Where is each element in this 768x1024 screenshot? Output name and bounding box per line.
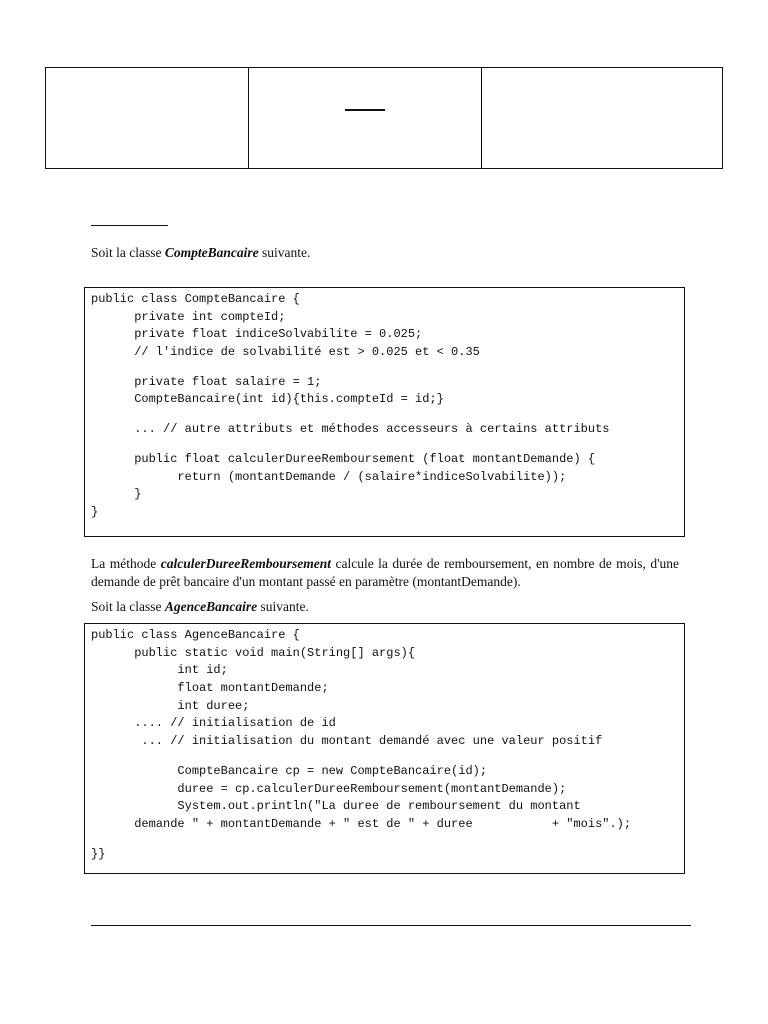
code-line: float montantDemande; bbox=[91, 681, 329, 696]
code-line-blank bbox=[91, 409, 678, 421]
code-line: } bbox=[91, 504, 99, 519]
intro-compte-paragraph bbox=[91, 244, 310, 262]
intro-compte-prefix: Soit la classe bbox=[91, 245, 165, 260]
code-line: // l'indice de solvabilité est > 0.025 et < 0.35 bbox=[91, 345, 480, 360]
header-table bbox=[45, 67, 723, 169]
code-line-blank bbox=[91, 362, 678, 374]
intro-agence-prefix: Soit la classe bbox=[91, 599, 165, 614]
description-prefix: La méthode bbox=[91, 556, 161, 571]
code-line: private float salaire = 1; bbox=[91, 374, 322, 389]
code-line: .... // initialisation de id bbox=[91, 716, 336, 731]
code-line: public class AgenceBancaire { bbox=[91, 628, 300, 642]
code-line: CompteBancaire cp = new CompteBancaire(id); bbox=[91, 763, 488, 778]
code-line: } bbox=[91, 487, 142, 502]
intro-compte-suffix: suivante. bbox=[258, 245, 311, 260]
code-line-blank bbox=[91, 439, 678, 451]
code-line: int id; bbox=[91, 663, 228, 678]
code-line: public class CompteBancaire { bbox=[91, 292, 300, 306]
method-description-paragraph bbox=[91, 555, 679, 591]
code-line: ... // autre attributs et méthodes accesseurs à certains attributs bbox=[91, 422, 610, 437]
code-line: ... // initialisation du montant demandé avec une valeur positif bbox=[91, 734, 603, 749]
class-name-agence: AgenceBancaire bbox=[164, 599, 258, 614]
code-line: public float calculerDureeRemboursement (float montantDemande) { bbox=[91, 451, 596, 466]
header-cell-right bbox=[482, 68, 722, 168]
bottom-rule bbox=[91, 925, 691, 926]
code-line: duree = cp.calculerDureeRemboursement(montantDemande); bbox=[91, 781, 567, 796]
code-line: private int compteId; bbox=[91, 309, 286, 324]
code-block-agencebancaire bbox=[84, 623, 685, 874]
header-dash bbox=[345, 109, 385, 111]
code-line-blank bbox=[91, 751, 678, 763]
intro-agence-paragraph bbox=[91, 598, 309, 616]
header-cell-center bbox=[249, 68, 482, 168]
code-line: CompteBancaire(int id){this.compteId = id;} bbox=[91, 392, 444, 407]
code-line-blank bbox=[91, 834, 678, 846]
code-line: System.out.println("La duree de remboursement du montant bbox=[91, 799, 581, 814]
intro-agence-suffix: suivante. bbox=[257, 599, 309, 614]
code-line: return (montantDemande / (salaire*indiceSolvabilite)); bbox=[91, 469, 567, 484]
code-line: int duree; bbox=[91, 698, 250, 713]
method-name: calculerDureeRemboursement bbox=[160, 556, 331, 571]
code-block-comptebancaire bbox=[84, 287, 685, 537]
section-rule bbox=[91, 225, 168, 226]
description-suffix: calcule la durée de remboursement, en nombre de mois, d'une demande de prêt bancaire d'un montant passé en paramètre (montantDemande). bbox=[91, 556, 679, 589]
code-line: private float indiceSolvabilite = 0.025; bbox=[91, 327, 423, 342]
class-name-compte: CompteBancaire bbox=[164, 245, 259, 260]
code-line: }} bbox=[91, 846, 106, 861]
code-line: demande " + montantDemande + " est de " + duree + "mois".); bbox=[91, 816, 632, 831]
header-cell-left bbox=[46, 68, 249, 168]
code-line: public static void main(String[] args){ bbox=[91, 645, 416, 660]
